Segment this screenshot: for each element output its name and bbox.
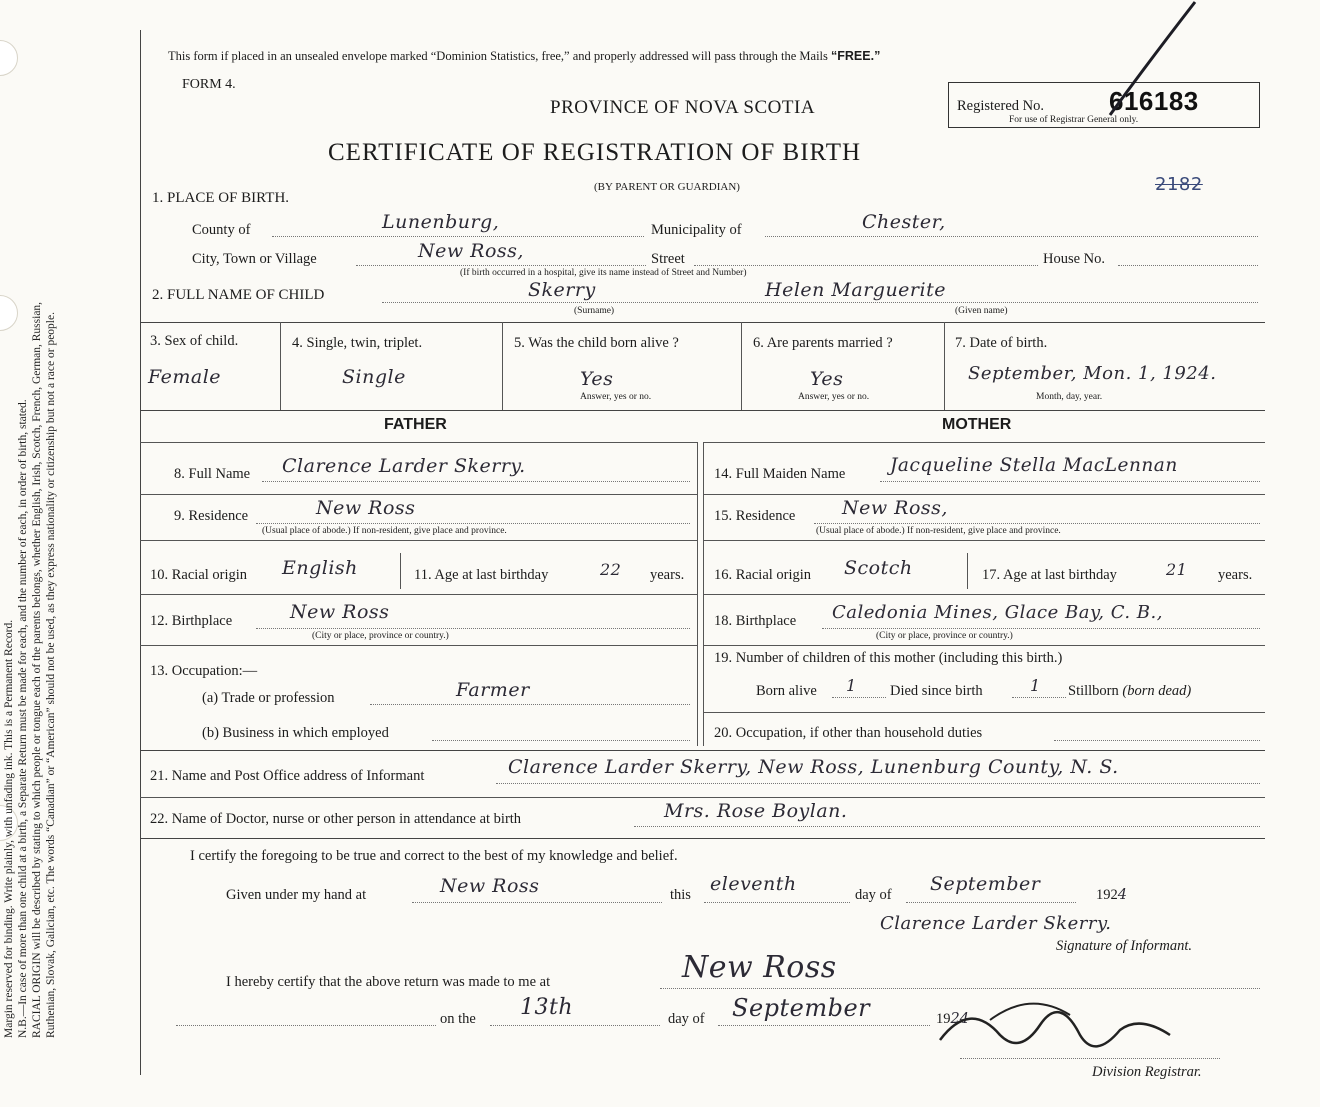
father-business-line — [432, 740, 690, 741]
registrar-note: For use of Registrar General only. — [1009, 115, 1139, 125]
row-line — [140, 540, 697, 541]
married-label: 6. Are parents married ? — [753, 335, 893, 351]
place-heading: 1. PLACE OF BIRTH. — [152, 190, 290, 206]
row-line — [703, 540, 1265, 541]
mother-residence-line — [814, 523, 1260, 524]
sidebar-line: N.B.—In case of more than one child at a birth, a Separate Return must be made for each, and the number of each, in order of birth, stated. — [17, 399, 29, 1038]
heading-line — [140, 442, 697, 443]
certify-statement: I certify the foregoing to be true and correct to the best of my knowledge and belief. — [190, 848, 678, 864]
father-heading: FATHER — [384, 416, 447, 433]
registrar-signature-line — [960, 1058, 1220, 1059]
father-name-value: Clarence Larder Skerry. — [282, 455, 526, 477]
page-subtitle: (BY PARENT OR GUARDIAN) — [594, 181, 740, 193]
died-value: 1 — [1030, 676, 1041, 695]
father-residence-line — [256, 523, 690, 524]
street-line — [694, 265, 1038, 266]
divider — [280, 322, 281, 410]
sidebar-instructions — [2, 68, 58, 1068]
registrar-signature — [930, 980, 1190, 1070]
row-line — [140, 594, 697, 595]
mother-occupation-line — [1054, 740, 1260, 741]
mail-notice: This form if placed in an unsealed envelope marked “Dominion Statistics, free,” and properly addressed will pass through the Mails “FREE.” — [168, 49, 881, 63]
registrar-statement: I hereby certify that the above return was made to me at — [226, 974, 551, 990]
father-birthplace-line — [256, 628, 690, 629]
born-alive-value: 1 — [846, 676, 857, 695]
dob-value: September, Mon. 1, 1924. — [968, 363, 1217, 384]
alive-note: Answer, yes or no. — [580, 392, 652, 402]
child-given-name: Helen Marguerite — [765, 279, 946, 301]
registrar-dot-line — [176, 1025, 436, 1026]
father-name-line — [262, 481, 690, 482]
street-label: Street — [651, 251, 685, 267]
row-bottom-line — [140, 410, 1265, 411]
mother-birthplace-value: Caledonia Mines, Glace Bay, C. B., — [832, 602, 1163, 623]
city-line — [356, 265, 646, 266]
father-name-label: 8. Full Name — [174, 466, 251, 482]
mother-age-label: 17. Age at last birthday — [982, 567, 1117, 583]
father-age-value: 22 — [600, 560, 622, 579]
father-age-label: 11. Age at last birthday — [414, 567, 549, 583]
division-registrar-label: Division Registrar. — [1092, 1064, 1202, 1080]
row-line — [140, 838, 1265, 839]
corner-number: 2182 — [1155, 174, 1203, 195]
registrar-place-value: New Ross — [682, 950, 837, 985]
row-line — [140, 494, 697, 495]
father-trade-line — [370, 704, 690, 705]
father-birthplace-value: New Ross — [290, 601, 390, 623]
surname-note: (Surname) — [574, 306, 615, 316]
informant-value: Clarence Larder Skerry, New Ross, Lunenburg County, N. S. — [508, 756, 1119, 778]
doctor-label: 22. Name of Doctor, nurse or other person in attendance at birth — [150, 811, 522, 827]
mother-residence-label: 15. Residence — [714, 508, 796, 524]
father-residence-label: 9. Residence — [174, 508, 249, 524]
day-line — [704, 902, 850, 903]
hospital-note: (If birth occurred in a hospital, give its name instead of Street and Number) — [460, 268, 747, 278]
mother-name-value: Jacqueline Stella MacLennan — [890, 455, 1178, 476]
sex-label: 3. Sex of child. — [150, 333, 239, 349]
row-line — [140, 797, 1265, 798]
sex-value: Female — [148, 366, 222, 388]
mother-heading: MOTHER — [942, 416, 1012, 433]
day-label: day of — [855, 887, 892, 903]
on-the-label: on the — [440, 1011, 476, 1027]
mother-birthplace-note: (City or place, province or country.) — [876, 631, 1013, 641]
married-note: Answer, yes or no. — [798, 392, 870, 402]
form-number: FORM 4. — [182, 77, 236, 92]
father-age-suffix: years. — [650, 567, 685, 583]
province-heading: PROVINCE OF NOVA SCOTIA — [550, 97, 816, 118]
father-birthplace-label: 12. Birthplace — [150, 613, 233, 629]
row-line — [703, 712, 1265, 713]
died-label: Died since birth — [890, 683, 983, 699]
reg-month-value: September — [732, 994, 871, 1022]
doctor-value: Mrs. Rose Boylan. — [664, 800, 848, 822]
single-value: Single — [342, 366, 406, 388]
municipality-line — [765, 236, 1258, 237]
died-line — [1012, 697, 1066, 698]
mother-occupation-label: 20. Occupation, if other than household duties — [714, 725, 983, 741]
left-border — [140, 30, 141, 1075]
day-value: eleventh — [710, 873, 797, 895]
child-surname: Skerry — [528, 279, 596, 301]
married-value: Yes — [810, 368, 844, 390]
city-value: New Ross, — [418, 240, 524, 262]
given-place-value: New Ross — [440, 875, 540, 897]
mother-age-suffix: years. — [1218, 567, 1253, 583]
sidebar-line: Margin reserved for binding. Write plainly, with unfading ink. This is a Permanent Record. — [3, 619, 15, 1038]
house-line — [1118, 265, 1258, 266]
child-name-line — [382, 302, 1258, 303]
row-line — [140, 645, 697, 646]
father-trade-value: Farmer — [456, 679, 530, 701]
divider — [741, 322, 742, 410]
alive-value: Yes — [580, 368, 614, 390]
father-birthplace-note: (City or place, province or country.) — [312, 631, 449, 641]
sidebar-line: Ruthenian, Slovak, Galician, etc. The words “Canadian” or “American” should not be used, as they express nationality or citizenship but not a race or people. — [45, 312, 57, 1038]
dob-label: 7. Date of birth. — [955, 335, 1048, 351]
this-label: this — [670, 887, 691, 903]
informant-label: 21. Name and Post Office address of Informant — [150, 768, 425, 784]
mother-name-label: 14. Full Maiden Name — [714, 466, 846, 482]
heading-line — [703, 442, 1265, 443]
sidebar-line: RACIAL ORIGIN will be described by stating to which people or tongue each of the parents belongs, whether English, Irish, Scotch, French, German, Russian, — [31, 301, 43, 1038]
given-place-line — [412, 902, 662, 903]
county-line — [272, 236, 644, 237]
father-racial-label: 10. Racial origin — [150, 567, 248, 583]
mother-birthplace-label: 18. Birthplace — [714, 613, 797, 629]
reg-day-label: day of — [668, 1011, 705, 1027]
month-line — [906, 902, 1076, 903]
reg-day-line — [490, 1025, 660, 1026]
informant-line — [496, 783, 1260, 784]
reg-year-label: 1924 — [936, 1011, 969, 1027]
child-name-label: 2. FULL NAME OF CHILD — [152, 287, 325, 303]
page-title: CERTIFICATE OF REGISTRATION OF BIRTH — [328, 139, 862, 166]
row-line — [703, 594, 1265, 595]
father-racial-value: English — [282, 557, 358, 579]
county-value: Lunenburg, — [382, 211, 500, 233]
municipality-value: Chester, — [862, 211, 946, 233]
center-divider — [697, 442, 698, 746]
father-business-label: (b) Business in which employed — [202, 725, 389, 741]
mother-age-value: 21 — [1166, 560, 1188, 579]
pen-stroke — [1090, 0, 1210, 120]
divider — [944, 322, 945, 410]
father-occupation-label: 13. Occupation:— — [150, 663, 258, 679]
signature-label: Signature of Informant. — [1056, 938, 1193, 954]
county-label: County of — [192, 222, 251, 238]
municipality-label: Municipality of — [651, 222, 742, 238]
row-line — [703, 645, 1265, 646]
month-value: September — [930, 873, 1041, 895]
born-alive-label: Born alive — [756, 683, 817, 699]
mother-residence-value: New Ross, — [842, 497, 948, 519]
divider — [967, 553, 968, 589]
section-bottom-line — [140, 750, 1265, 751]
stillborn-label: Stillborn (born dead) — [1068, 683, 1192, 699]
registered-value: 616183 — [1109, 86, 1199, 116]
born-alive-line — [832, 697, 886, 698]
row-line — [703, 494, 1265, 495]
mother-racial-label: 16. Racial origin — [714, 567, 812, 583]
dob-note: Month, day, year. — [1036, 392, 1103, 402]
reg-day-value: 13th — [520, 995, 574, 1020]
mother-children-label: 19. Number of children of this mother (including this birth.) — [714, 650, 1063, 666]
divider — [400, 553, 401, 589]
mother-residence-note: (Usual place of abode.) If non-resident, give place and province. — [816, 526, 1061, 536]
row-top-line — [140, 322, 1265, 323]
year-label: 1924 — [1096, 887, 1127, 903]
mother-racial-value: Scotch — [844, 557, 913, 579]
house-label: House No. — [1043, 251, 1106, 267]
doctor-line — [634, 826, 1260, 827]
registered-label: Registered No. — [957, 98, 1044, 114]
city-label: City, Town or Village — [192, 251, 317, 267]
divider — [502, 322, 503, 410]
single-label: 4. Single, twin, triplet. — [292, 335, 423, 351]
father-residence-value: New Ross — [316, 497, 416, 519]
mother-name-line — [880, 481, 1260, 482]
alive-label: 5. Was the child born alive ? — [514, 335, 679, 351]
reg-month-line — [718, 1025, 930, 1026]
father-trade-label: (a) Trade or profession — [202, 690, 335, 706]
father-residence-note: (Usual place of abode.) If non-resident, give place and province. — [262, 526, 507, 536]
mother-birthplace-line — [822, 628, 1260, 629]
informant-signature: Clarence Larder Skerry. — [880, 913, 1112, 934]
given-note: (Given name) — [955, 306, 1008, 316]
given-label: Given under my hand at — [226, 887, 367, 903]
